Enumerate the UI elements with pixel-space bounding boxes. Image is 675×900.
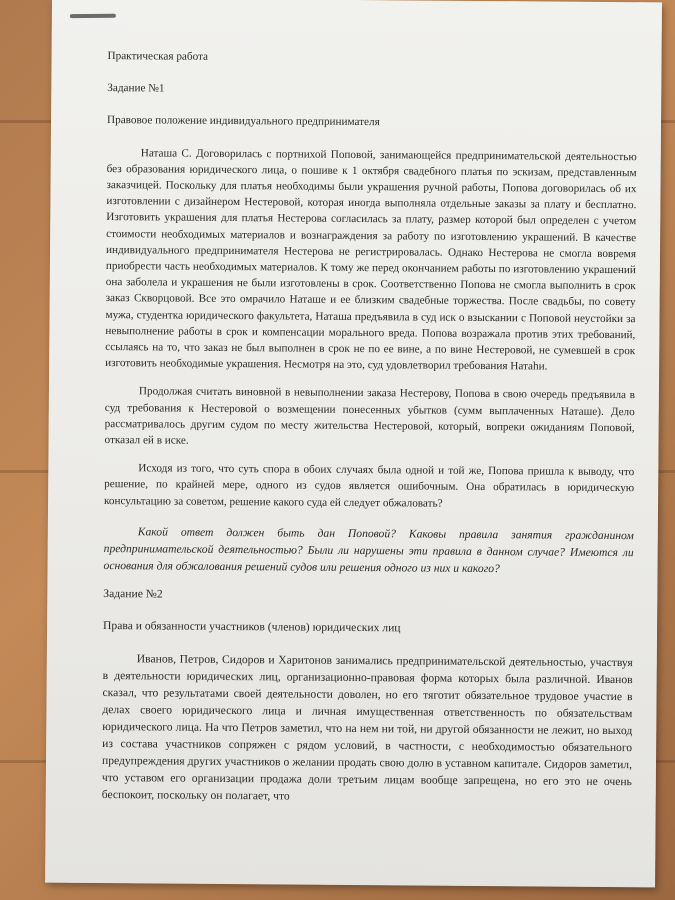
task2-heading: Задание №2 [103, 586, 163, 601]
task1-subheading: Правовое положение индивидуального предпринимателя [106, 114, 380, 129]
task1-paragraph: Исходя из того, что суть спора в обоих случаях была одной и той же, Попова пришла к выводу, что решение, по крайней мере, одного из судов является ошибочным. Она обратилась в юридическую консультацию за советом, решение какого суда ей следует обжаловать? [104, 462, 635, 510]
document-title: Практическая работа [107, 50, 209, 63]
task2-section [102, 586, 634, 808]
task1-paragraph: Продолжая считать виновной в невыполнении заказа Нестерову, Попова в свою очередь предъявила в суд требования к Нестеровой о возмещении понесенных убытков (сумм выплаченных Наташе). Дело рассматривалось другим судом по месту жительства Нестеровой, который, вопреки ожиданиям Поповой, отказал ей в иске. [104, 385, 635, 447]
paper-sheet [45, 0, 662, 887]
task1-paragraph: Наташа С. Договорилась с портнихой Поповой, занимающейся предпринимательской деятельностью без образования юридического лица, о пошиве к 1 октября свадебного платья по эскизам, представленным заказчицей. Поскольку для платья необходимы были украшения ручной работы, Попова договорилась об их изготовлении с дизайнером Нестеровой, которая иногда выполняла отдельные заказы за плату и бесплатно. Изготовить украшения для платья Нестерова согласилась за плату, размер которой был определен с учетом стоимости необходимых материалов и вознаграждения за работу по изготовлению украшений. В качестве индивидуального предпринимателя Нестерова не регистрировалась. Однако Нестерова не смогла вовремя приобрести часть необходимых материалов. К тому же перед окончанием работы по изготовлению украшений она заболела и украшения не были изготовлены в срок. Соответственно Попова не смогла выполнить в срок заказ Скворцовой. Все это омрачило Наташе и ее близким свадебные торжества. После свадьбы, по совету мужа, студентка юридического факультета, Наташа предъявила в суд иск о взыскании с Поповой неустойки за невыполнение работы в срок и компенсации морального вреда. Попова возражала против этих требований, ссылаясь на то, что заказ не был выполнен в срок не по ее вине, а по вине Нестеровой, не сумевшей в срок изготовить необходимые украшения. Несмотря на это, суд удовлетворил требования Натаhи. [105, 146, 637, 373]
staple-mark [70, 14, 116, 18]
task1-heading: Задание №1 [107, 82, 165, 95]
task1-question: Какой ответ должен быть дан Поповой? Каковы правила занятия гражданином предпринимательской деятельностью? Были ли нарушены эти правила в данном случае? Имеются ли основания для обжалования решений судов или решения одного из них и какого? [103, 525, 634, 576]
document-body [102, 48, 638, 819]
task2-paragraph: Иванов, Петров, Сидоров и Харитонов занимались предпринимательской деятельностью, участвуя в деятельности юридических лиц, организационно-правовая форма которых была различной. Иванов сказал, что результатами своей деятельности доволен, но его тяготит обязательное трудовое участие в делах своего юридического лица и личная имущественная ответственность по обязательствам юридического лица. На что Петров заметил, что на нем ни той, ни другой обязанности не лежит, но выход из состава участников сопряжен с рядом условий, в частности, с необходимостью обязательного предупреждения других участников о желании продать свою долю в уставном капитале. Сидоров заметил, что уставом его организации продажа доли третьим лицам вообще запрещена, но его это не очень беспокоит, поскольку он полагает, что [101, 652, 633, 803]
task2-subheading: Права и обязанности участников (членов) юридических лиц [103, 619, 401, 635]
